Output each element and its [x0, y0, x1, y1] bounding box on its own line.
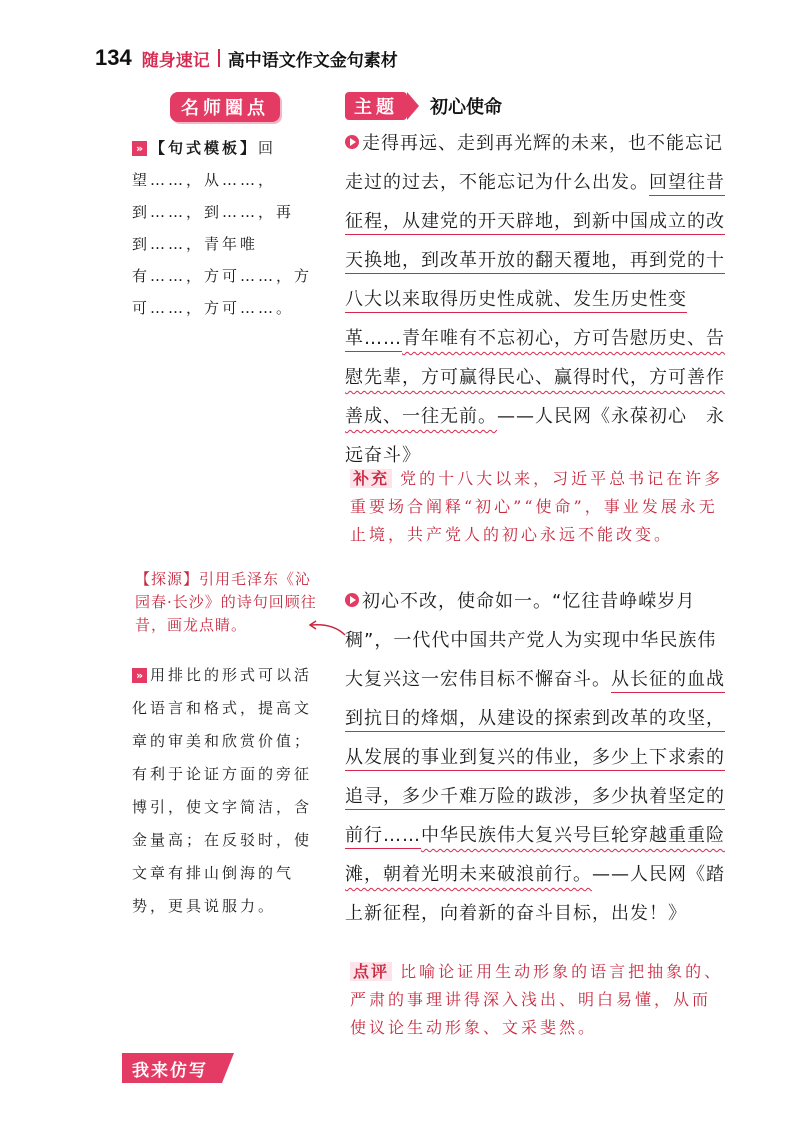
para2-wavy-text: 中华民族伟大复兴号巨轮穿越重重险滩，朝着光明未来破浪前行。: [345, 825, 725, 885]
supplement-label: 补充: [350, 469, 392, 488]
para2-intro-pre: 初心不改，使命如一。: [362, 591, 552, 612]
imitate-tab-tip: [222, 1053, 234, 1083]
quote-paragraph-1: [345, 124, 730, 475]
topic-arrow-icon: [407, 92, 419, 120]
annotation-arrow-icon: [305, 617, 347, 639]
sentence-template-note: [132, 132, 327, 324]
play-arrow-icon: [345, 593, 359, 607]
book-title: 高中语文作文金句素材: [227, 50, 398, 71]
play-arrow-icon: [345, 135, 359, 149]
page-header: [95, 42, 398, 74]
header-divider: [218, 49, 220, 67]
supplement-text: 党的十八大以来，习近平总书记在许多重要场合阐释“初心”“使命”，事业发展永无止境，共产党人的初心永远不能改变。: [350, 469, 724, 544]
para2-intro-post: ，一代代中国共产党人为实现中华民族伟大复兴这一宏伟目标不懈奋斗。: [345, 630, 717, 690]
para1-source: ——人民网《永葆初心 永远奋斗》: [345, 406, 725, 466]
probe-label: 【探源】: [135, 570, 200, 588]
source-probe-note: [135, 568, 325, 637]
double-chevron-icon: »: [132, 668, 147, 683]
para1-intro: 走得再远、走到再光辉的未来，也不能忘记走过的过去，不能忘记为什么出发。: [345, 133, 723, 193]
probe-body: 引用毛泽东《沁园春·长沙》的诗句回顾往昔，画龙点睛。: [135, 570, 317, 634]
comment-label: 点评: [350, 962, 392, 981]
topic-badge: 主题: [345, 92, 407, 120]
double-chevron-icon: »: [132, 141, 147, 156]
teacher-notes-badge: 名师圈点: [170, 92, 280, 122]
topic-title: 初心使命: [430, 97, 502, 118]
supplement-note: [350, 465, 725, 549]
technique-analysis-note: [132, 659, 327, 923]
template-body: 回望……，从……，到……，到……，再到……，青年唯有……，方可……，方可……，方可……。: [132, 139, 313, 317]
comment-text: 比喻论证用生动形象的语言把抽象的、严肃的事理讲得深入浅出、明白易懂，从而使议论生动形象、文采斐然。: [350, 962, 724, 1037]
para1-wavy-text: 青年唯有不忘初心，方可告慰历史、告慰先辈，方可赢得民心、赢得时代，方可善作善成、一往无前。: [345, 328, 725, 427]
para2-underlined-text: 从长征的血战到抗日的烽烟，从建设的探索到改革的攻坚，从发展的事业到复兴的伟业，多少上下求索的追寻，多少千难万险的跋涉，多少执着坚定的前行……: [345, 669, 725, 846]
para1-underlined-text: 回望往昔征程，从建党的开天辟地，到新中国成立的改天换地，到改革开放的翻天覆地，再到党的十八大以来取得历史性成就、发生历史性变革……: [345, 172, 725, 349]
para2-quote: “忆往昔峥嵘岁月稠”: [345, 591, 696, 651]
para2-source: ——人民网《踏上新征程，向着新的奋斗目标，出发！》: [345, 864, 725, 924]
template-heading: 【句式模板】: [150, 139, 259, 157]
comment-note: [350, 958, 725, 1042]
quote-paragraph-2: [345, 582, 730, 933]
analysis-text: 用排比的形式可以活化语言和格式，提高文章的审美和欣赏价值；有利于论证方面的旁征博引，使文字简洁，含金量高；在反驳时，使文章有排山倒海的气势，更具说服力。: [132, 666, 313, 915]
imitate-writing-tab: 我来仿写: [122, 1053, 222, 1083]
book-series: 随身速记: [141, 50, 210, 71]
page-number: 134: [95, 45, 132, 70]
